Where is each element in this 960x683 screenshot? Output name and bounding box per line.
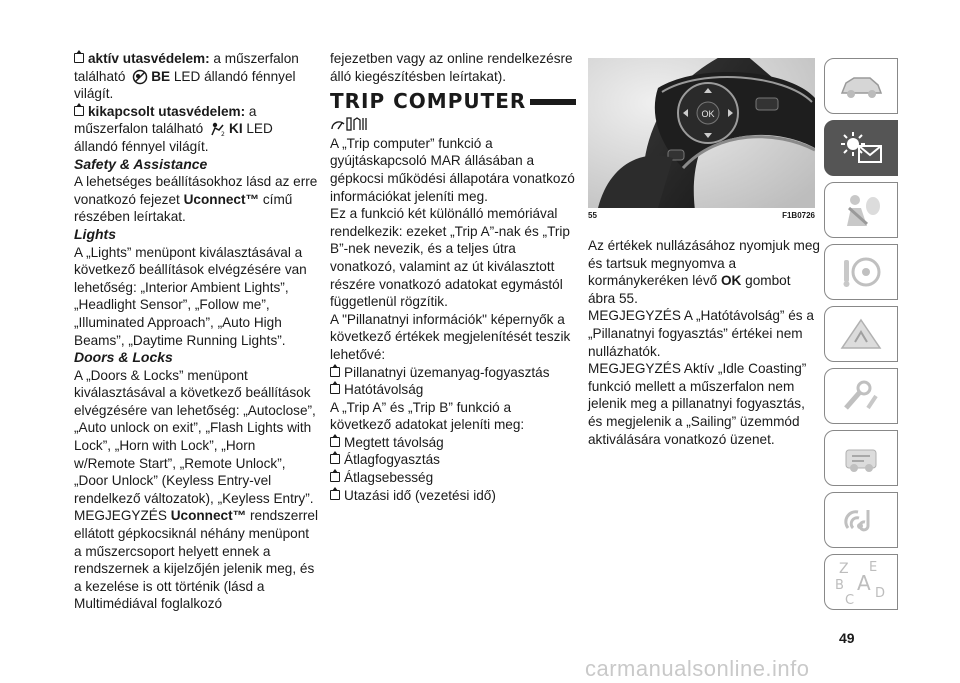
paragraph-doors-locks: A „Doors & Locks” menüpont kiválasztásával a következő beállítások elvégzésére van lehetőség: „Autoclose”, „Auto unlock on exit”, „Flash Lights with Lock”, „Horn with Lock”, „Horn w/Remote Start”, „Remote Unlock”, „Door Unlock” (Keyless Entry-vel rendelkező változatok), „Keyless Entry”. [74, 367, 316, 506]
uconnect-reference: Uconnect™ [183, 191, 260, 207]
list-item-text: Átlagfogyasztás [344, 452, 440, 468]
text: gombot ábra 55. [588, 273, 791, 306]
code-be: BE [151, 68, 171, 84]
steering-wheel-illustration [588, 58, 815, 208]
paragraph-trip-ab: A „Trip A” és „Trip B” funkció a következő adatokat jeleníti meg: [330, 399, 525, 433]
text: Az értékek nullázásához nyomjuk meg és tartsuk megnyomva a kormánykeréken lévő [588, 238, 820, 289]
list-marker-icon [330, 437, 340, 447]
tab-maintenance[interactable] [824, 368, 898, 424]
index-letter: A [857, 571, 871, 595]
index-letter: D [875, 586, 886, 601]
warning-triangle-icon [838, 316, 884, 352]
tab-index[interactable] [824, 554, 898, 610]
text: a műszerfalon található [74, 51, 299, 84]
figure-caption [588, 211, 815, 220]
car-info-icon [838, 71, 884, 101]
list-item [330, 381, 576, 399]
paragraph-note-idle: MEGJEGYZÉS Aktív „Idle Coasting” funkció mellett a műszerfalon nem jelenik meg a pillanatnyi fogyasztás, és megjelenik a „Sailing” üzemmód aktiválására vonatkozó üzenet. [588, 361, 807, 447]
term-disabled-protection: kikapcsolt utasvédelem: [88, 103, 246, 119]
list-item [330, 451, 576, 469]
paragraph-lights: A „Lights” menüpont kiválasztásával a következő beállítások elvégzésére van lehetőség: „Interior Ambient Lights”, „Headlight Sensor”, „Follow me”, „Illuminated Approach”, „Auto High Beams”, „Daytime Running Lights”. [74, 244, 307, 348]
heading-doors-locks: Doors & Locks [74, 349, 173, 366]
code-ki: KI [229, 121, 243, 137]
text: MEGJEGYZÉS [74, 508, 171, 524]
chapter-tabs [824, 58, 900, 616]
svg-text:2: 2 [221, 131, 225, 138]
paragraph-safety [74, 173, 320, 226]
seatbelt-airbag-icon [839, 192, 883, 228]
list-item [330, 487, 576, 505]
multimedia-icon [838, 502, 884, 538]
paragraph-instant-info: A "Pillanatnyi információk" képernyők a következő értékek megjelenítését teszik lehetővé: [330, 311, 571, 362]
tab-starting-driving[interactable] [824, 244, 898, 300]
paragraph-continuation: fejezetben vagy az online rendelkezésre álló kiegészítésben leírtakat). [330, 51, 573, 84]
list-marker-icon [74, 53, 84, 63]
airbag-led-icon [131, 69, 149, 85]
steering-wheel-figure [588, 58, 815, 208]
data-technical-icon [838, 440, 884, 476]
list-item-text: Átlagsebesség [344, 470, 434, 486]
paragraph-active-protection [74, 50, 320, 103]
text-column-3 [588, 237, 820, 448]
index-letter: B [835, 578, 844, 593]
airbag-off-led-icon [209, 121, 227, 137]
list-marker-icon [330, 490, 340, 500]
tab-multimedia[interactable] [824, 492, 898, 548]
ok-button-label: OK [701, 109, 715, 119]
paragraph-trip-intro: A „Trip computer” funkció a gyújtáskapcsoló MAR állásában a gépkocsi működési állapotára vonatkozó információkat jeleníti meg. [330, 135, 575, 204]
list-item [330, 469, 576, 487]
uconnect-reference: Uconnect™ [170, 508, 247, 524]
heading-lights: Lights [74, 225, 116, 242]
tab-safety[interactable] [824, 182, 898, 238]
warning-light-message-icon [837, 130, 885, 166]
list-item-text: Utazási idő (vezetési idő) [344, 487, 496, 503]
text: A lehetséges beállításokhoz lásd az erre vonatkozó fejezet [74, 174, 318, 207]
text: című részében leírtakat. [74, 191, 293, 225]
list-marker-icon [330, 472, 340, 482]
text: rendszerrel ellátott gépkocsiknál néhány menüpont a műszercsoport helyett ennek a rendszernek a kijelzőjén jelenik meg, és a kezelése is ott történik (lásd a Multimédiával foglalkozó [74, 508, 318, 612]
text: a műszerfalon található [74, 103, 257, 137]
watermark: carmanualsonline.info [585, 656, 810, 681]
list-marker-icon [330, 384, 340, 394]
tools-service-icon [838, 378, 884, 414]
text: LED állandó fénnyel világít. [74, 121, 273, 154]
list-marker-icon [74, 106, 84, 116]
tab-car-info[interactable] [824, 58, 898, 114]
section-title: TRIP COMPUTER [330, 89, 527, 114]
tab-technical-data[interactable] [824, 430, 898, 486]
page-number: 49 [839, 630, 855, 646]
alphabetical-index-icon [833, 557, 889, 607]
key-steering-wheel-icon [838, 254, 884, 290]
list-item-text: Hatótávolság [344, 382, 424, 398]
list-marker-icon [330, 454, 340, 464]
paragraph-reset [588, 237, 820, 307]
list-item-text: Pillanatnyi üzemanyag-fogyasztás [344, 364, 550, 380]
text: LED állandó fénnyel világít. [74, 68, 296, 102]
text-column-2 [330, 50, 576, 504]
paragraph-trip-memories: Ez a funkció két különálló memóriával rendelkezik: ezeket „Trip A”-nak és „Trip B”-nek nevezik, és a teljes útra vonatkozó, valamint az út kiválasztott részére vonatkozó adatokat egymástól függetlenül rögzítik. [330, 206, 570, 310]
list-item [330, 434, 576, 452]
list-item [330, 364, 576, 382]
index-letter: E [869, 560, 878, 575]
title-rule [530, 99, 576, 105]
tab-warning-lights[interactable] [824, 120, 898, 176]
index-letter: C [845, 593, 855, 607]
term-active-protection: aktív utasvédelem: [88, 51, 210, 66]
heading-safety-assistance: Safety & Assistance [74, 155, 208, 172]
ok-reference: OK [720, 273, 742, 289]
text-column-1 [74, 50, 320, 613]
paragraph-note-uconnect [74, 507, 320, 613]
figure-code: F1B0726 [782, 211, 815, 220]
paragraph-disabled-protection [74, 103, 320, 156]
list-marker-icon [330, 367, 340, 377]
paragraph-note-range: MEGJEGYZÉS A „Hatótávolság” és a „Pillanatnyi fogyasztás” értékei nem nullázhatók. [588, 308, 814, 359]
tab-emergency[interactable] [824, 306, 898, 362]
section-title-bar [330, 89, 576, 114]
figure-number: 55 [588, 211, 597, 220]
trip-computer-icon [330, 115, 372, 133]
list-item-text: Megtett távolság [344, 434, 444, 450]
index-letter: Z [839, 561, 849, 577]
